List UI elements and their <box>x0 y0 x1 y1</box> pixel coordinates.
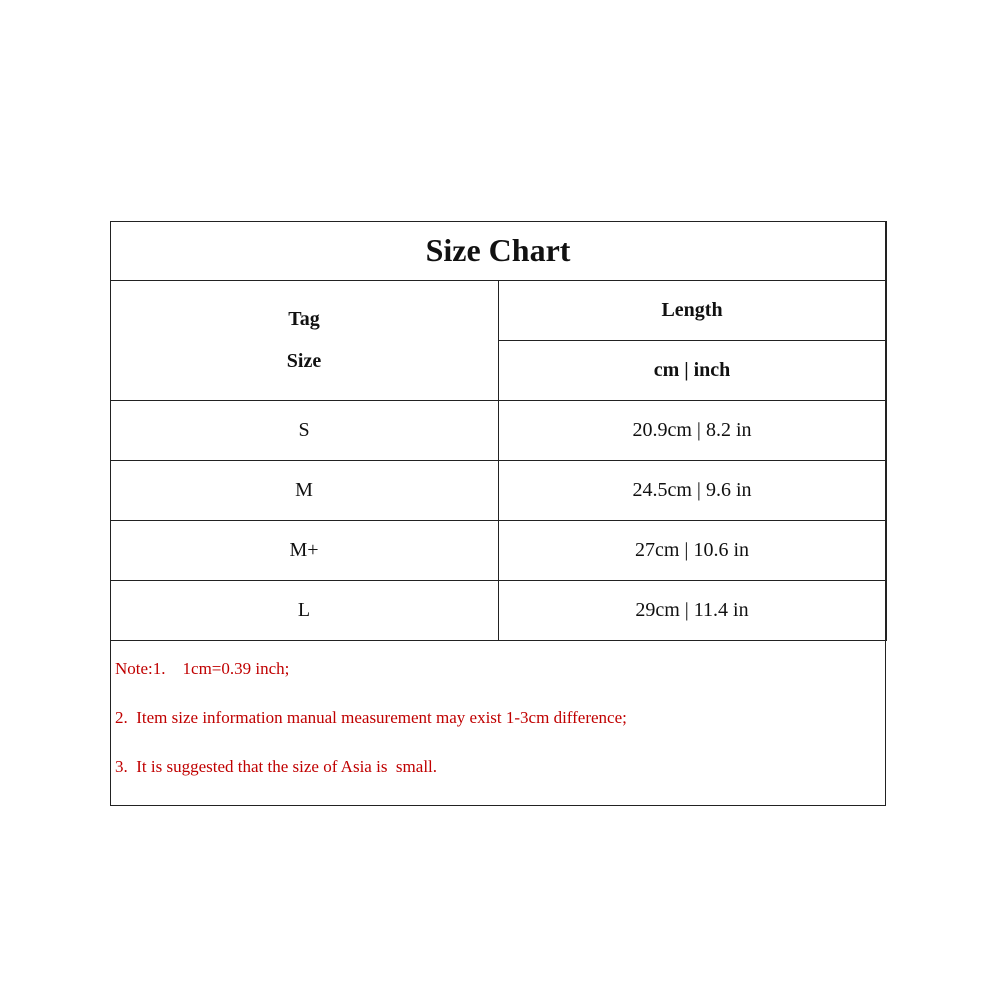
length-value: 24.5cm | 9.6 in <box>498 460 886 520</box>
notes-section <box>111 639 885 806</box>
units-header: cm | inch <box>498 340 886 400</box>
tag-size-line1: Tag <box>288 308 320 330</box>
length-value: 20.9cm | 8.2 in <box>498 400 886 460</box>
tag-size-header <box>110 280 498 400</box>
note-line: 2. Item size information manual measurement may exist 1-3cm difference; <box>115 708 627 727</box>
chart-title: Size Chart <box>110 221 886 280</box>
size-label: L <box>110 580 498 640</box>
table-row <box>110 580 886 640</box>
length-value: 27cm | 10.6 in <box>498 520 886 580</box>
note-line: 3. It is suggested that the size of Asia is small. <box>115 757 438 776</box>
table-row <box>110 460 886 520</box>
table-row <box>110 520 886 580</box>
size-table <box>110 221 887 641</box>
size-chart <box>110 221 886 806</box>
size-label: S <box>110 400 498 460</box>
table-row <box>110 400 886 460</box>
length-header: Length <box>498 280 886 340</box>
size-label: M <box>110 460 498 520</box>
tag-size-line2: Size <box>286 350 322 372</box>
size-label: M+ <box>110 520 498 580</box>
note-line: Note:1. 1cm=0.39 inch; <box>115 659 290 678</box>
length-value: 29cm | 11.4 in <box>498 580 886 640</box>
